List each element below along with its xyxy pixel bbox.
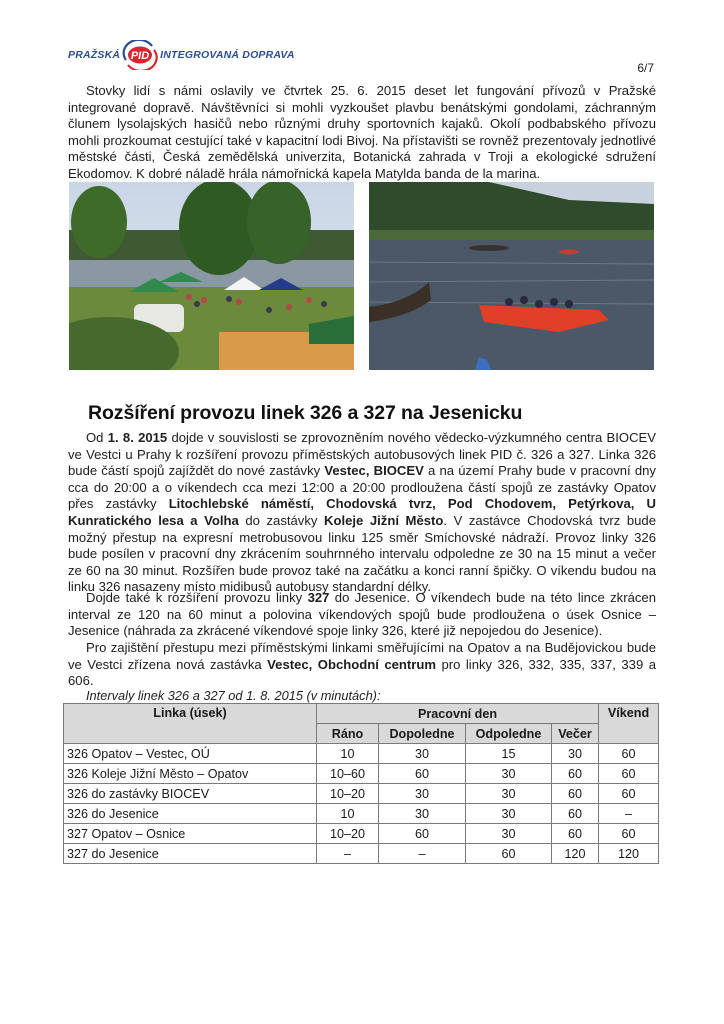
pid-logo-mark-icon <box>122 40 158 70</box>
logo-text-prazska: PRAŽSKÁ <box>68 49 121 61</box>
cell-dopoledne: – <box>379 844 466 864</box>
article-paragraph-1: Od 1. 8. 2015 dojde v souvislosti se zprovozněním nového vědecko-výzkumného centra BIOCEV ve Vestci u Prahy k rozšíření provozu příměstských autobusových linek PID č. 326 a 327. Linka 326 bude částí spojů zajíždět do nové zastávky Vestec, BIOCEV a na území Prahy bude v pracovní dny cca do 20:00 a o víkendech cca mezi 12:00 a 20:00 prodloužena částí spojů ze zastávky Opatov přes zastávky Litochlebské náměstí, Chodovská tvrz, Pod Chodovem, Petýrkova, U Kunratického lesa a Volha do zastávky Koleje Jižní Město. V zastávce Chodovská tvrz bude možný přestup na expresní metrobusovou linku 125 směr Smíchovské nádraží. Provoz linky 326 bude posílen v pracovní dny zkrácením souhrnného intervalu odpoledne ze 30 na 15 minut a večer ze 60 na 30 minut. Rozšířen bude provoz také na začátku a konci ranní špičky. O víkendu budou na linku 326 nasazeny místo midibusů autobusy standardní délky. <box>68 430 657 595</box>
cell-rano: 10–20 <box>317 824 379 844</box>
logo-mark-text: PID <box>130 50 150 62</box>
photo-boat <box>369 182 654 370</box>
header-line: Linka (úsek) <box>64 704 317 744</box>
cell-vecer: 60 <box>552 824 599 844</box>
cell-dopoledne: 30 <box>379 804 466 824</box>
cell-rano: 10–20 <box>317 784 379 804</box>
subheader-dopoledne: Dopoledne <box>379 724 466 744</box>
cell-vecer: 30 <box>552 744 599 764</box>
cell-dopoledne: 30 <box>379 784 466 804</box>
header-weekend: Víkend <box>599 704 659 744</box>
photo-boat-image <box>369 182 654 370</box>
cell-vikend: – <box>599 804 659 824</box>
cell-vikend: 60 <box>599 824 659 844</box>
header-workday: Pracovní den <box>317 704 599 724</box>
article-paragraph-2: Dojde také k rozšíření provozu linky 327 do Jesenice. O víkendech bude na této lince zkrácen interval ze 120 na 60 minut a polovina víkendových spojů bude prodloužena o úsek Osnice – Jesenice (náhrada za zkrácené víkendové spoje linky 326, které již nepojedou do Jesenice). <box>68 590 656 639</box>
cell-vikend: 60 <box>599 744 659 764</box>
table-row <box>64 824 659 844</box>
cell-vecer: 120 <box>552 844 599 864</box>
cell-rano: 10 <box>317 804 379 824</box>
cell-odpoledne: 30 <box>466 784 552 804</box>
cell-vecer: 60 <box>552 764 599 784</box>
cell-rano: 10–60 <box>317 764 379 784</box>
cell-odpoledne: 30 <box>466 804 552 824</box>
cell-vecer: 60 <box>552 804 599 824</box>
cell-line: 326 do zastávky BIOCEV <box>64 784 317 804</box>
cell-odpoledne: 15 <box>466 744 552 764</box>
article-title: Rozšíření provozu linek 326 a 327 na Jesenicku <box>88 402 523 424</box>
cell-line: 326 do Jesenice <box>64 804 317 824</box>
cell-odpoledne: 30 <box>466 824 552 844</box>
cell-rano: 10 <box>317 744 379 764</box>
cell-line: 327 Opatov – Osnice <box>64 824 317 844</box>
cell-rano: – <box>317 844 379 864</box>
cell-line: 326 Koleje Jižní Město – Opatov <box>64 764 317 784</box>
photo-festival <box>69 182 354 370</box>
table-row <box>64 804 659 824</box>
table-row <box>64 764 659 784</box>
cell-vikend: 60 <box>599 764 659 784</box>
article-paragraph-3: Pro zajištění přestupu mezi příměstskými linkami směřujícími na Opatov a na Budějovickou bude ve Vestci zřízena nová zastávka Vestec, Obchodní centrum pro linky 326, 332, 335, 337, 339 a 606. <box>68 640 656 689</box>
cell-dopoledne: 30 <box>379 744 466 764</box>
cell-vikend: 120 <box>599 844 659 864</box>
pid-logo <box>68 38 295 72</box>
intro-paragraph: Stovky lidí s námi oslavily ve čtvrtek 25. 6. 2015 deset let fungování přívozů v Pražské integrované dopravě. Návštěvníci si mohli vyzkoušet plavbu benátskými gondolami, záchranným člunem lysolajských hasičů nebo různými druhy sportovních kajaků. Okolí podbabského přívozu mohli prozkoumat cestující také v kapacitní lodi Bivoj. Na přístavišti se rovněž prezentovaly jednotlivé městské části, Česká zemědělská univerzita, Botanická zahrada v Troji a ekologické sdružení Ekodomov. K dobré náladě hrála námořnická kapela Matylda banda de la marina. <box>68 83 656 181</box>
subheader-rano: Ráno <box>317 724 379 744</box>
cell-dopoledne: 60 <box>379 764 466 784</box>
table-row <box>64 744 659 764</box>
cell-line: 327 do Jesenice <box>64 844 317 864</box>
cell-dopoledne: 60 <box>379 824 466 844</box>
cell-vecer: 60 <box>552 784 599 804</box>
photo-festival-image <box>69 182 354 370</box>
cell-line: 326 Opatov – Vestec, OÚ <box>64 744 317 764</box>
intervals-table <box>63 703 659 864</box>
subheader-odpoledne: Odpoledne <box>466 724 552 744</box>
table-row <box>64 784 659 804</box>
table-caption: Intervaly linek 326 a 327 od 1. 8. 2015 (v minutách): <box>86 688 381 703</box>
logo-text-integrovana: INTEGROVANÁ DOPRAVA <box>160 49 295 61</box>
cell-odpoledne: 60 <box>466 844 552 864</box>
page-number: 6/7 <box>637 61 654 75</box>
subheader-vecer: Večer <box>552 724 599 744</box>
table-row <box>64 844 659 864</box>
cell-odpoledne: 30 <box>466 764 552 784</box>
cell-vikend: 60 <box>599 784 659 804</box>
